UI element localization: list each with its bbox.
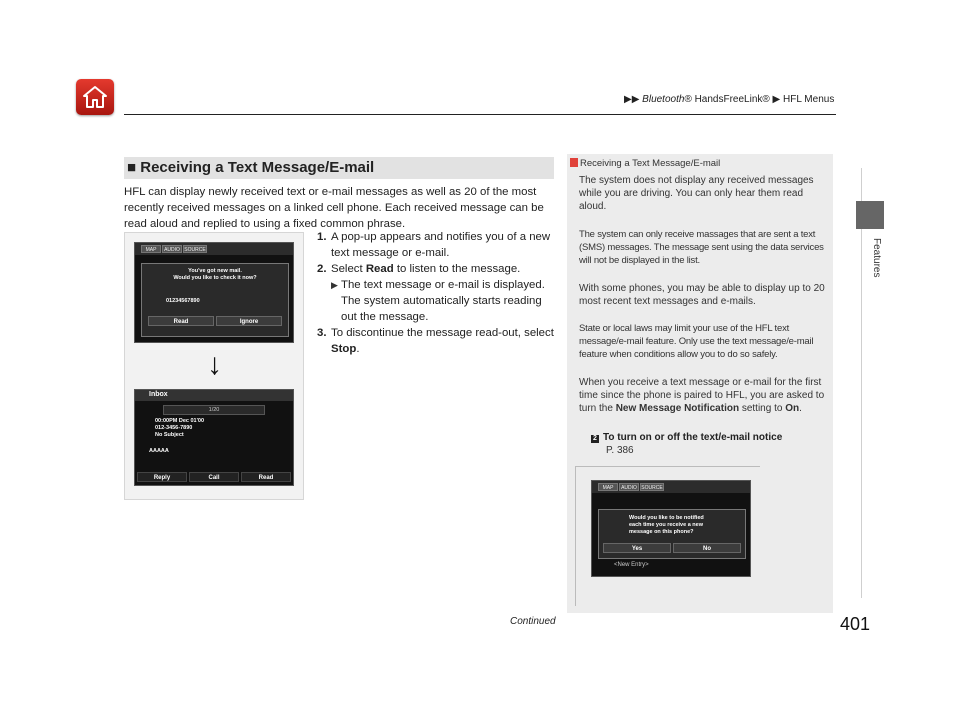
breadcrumb-arrows: ▶▶ <box>624 94 640 105</box>
step-2: 2. Select Read to listen to the message. <box>317 263 521 275</box>
notification-setting-screen <box>591 480 751 577</box>
info-paragraph-2: The system can only receive massages that are sent a text (SMS) messages. The message sent using the data services will not be displayed in the list. <box>579 229 824 266</box>
inbox-title-bar <box>135 390 293 401</box>
intro-paragraph: HFL can display newly received text or e-mail messages as well as 20 of the most recently received messages on a linked cell phone. Each received message can be read aloud and replied to using a fixed common phrase. <box>124 186 544 230</box>
step-2-result-2: The system automatically starts reading out the message. <box>341 295 542 323</box>
source-tab-3: SOURCE <box>641 485 663 491</box>
info-paragraph-4: State or local laws may limit your use of the HFL text message/e-mail feature. Only use the text message/e-mail feature when conditions allow you to do so safely. <box>579 323 814 360</box>
dialog-line2: each time you receive a new <box>629 522 703 528</box>
header-rule <box>124 114 836 115</box>
new-mail-dialog <box>141 263 289 337</box>
breadcrumb-bluetooth[interactable]: Bluetooth <box>642 94 685 105</box>
cross-reference-text[interactable]: To turn on or off the text/e-mail notice <box>603 432 783 443</box>
page-number: 401 <box>840 614 871 634</box>
continued-label: Continued <box>510 616 556 627</box>
map-tab-3: MAP <box>598 483 618 491</box>
cross-reference-icon: 2 <box>591 435 599 443</box>
step-2-result-1: ▶ The text message or e-mail is displayed. <box>331 279 545 291</box>
popup-line2: Would you like to check it now? <box>173 275 257 281</box>
down-arrow-icon: ↓ <box>207 348 222 381</box>
message-time: 00:00PM Dec 01'00 <box>155 418 205 424</box>
message-phone: 012-3456-7890 <box>155 425 193 431</box>
audio-tab: AUDIO <box>162 245 182 253</box>
section-title-bar <box>124 157 554 179</box>
new-mail-popup-screen <box>134 242 294 343</box>
screen3-top-bar <box>592 481 750 493</box>
dialog-line1: Would you like to be notified <box>629 515 704 521</box>
new-entry-row: <New Entry> <box>614 562 649 568</box>
yes-button: Yes <box>603 543 671 553</box>
info-paragraph-5: When you receive a text message or e-mail for the first time since the phone is paired to HFL, you are asked to turn the New Message Notification setting to On. <box>579 377 825 414</box>
step-3: 3. To discontinue the message read-out, select Stop. <box>317 327 554 355</box>
popup-read-button: Read <box>148 316 214 326</box>
screen1-top-bar <box>135 243 293 255</box>
result-arrow-icon: ▶ <box>331 280 338 290</box>
note-icon <box>570 158 578 167</box>
inbox-pager: 1/20 <box>163 405 265 415</box>
steps-list <box>317 229 557 357</box>
info-panel-title: Receiving a Text Message/E-mail <box>570 158 720 169</box>
figure-left-rule <box>575 466 576 606</box>
section-title: Receiving a Text Message/E-mail <box>140 159 375 176</box>
message-header <box>155 418 204 439</box>
notice-cross-reference[interactable] <box>591 431 837 444</box>
map-tab: MAP <box>141 245 161 253</box>
features-tab-marker[interactable] <box>856 201 884 229</box>
step-1: 1. A pop-up appears and notifies you of a new text message or e-mail. <box>317 231 551 259</box>
inbox-screen <box>134 389 294 486</box>
features-tab-label: Features <box>871 238 882 278</box>
no-button: No <box>673 543 741 553</box>
source-tab: SOURCE <box>184 247 206 253</box>
house-icon <box>82 84 108 110</box>
audio-tab-3: AUDIO <box>619 483 639 491</box>
cross-reference-page[interactable]: P. 386 <box>606 445 634 456</box>
popup-line1: You've got new mail. <box>188 268 242 274</box>
reply-button: Reply <box>137 472 187 482</box>
figure-top-rule <box>575 466 760 467</box>
message-body: AAAAA <box>149 448 169 454</box>
notification-dialog <box>598 509 746 559</box>
info-paragraph-1: The system does not display any received messages while you are driving. You can only hear them read aloud. <box>579 175 814 212</box>
section-marker-icon: ■ <box>127 159 137 176</box>
inbox-read-button: Read <box>241 472 291 482</box>
popup-ignore-button: Ignore <box>216 316 282 326</box>
info-paragraph-3: With some phones, you may be able to display up to 20 most recent text messages and e-mails. <box>579 283 825 307</box>
inbox-title: Inbox <box>149 391 168 398</box>
breadcrumb <box>624 94 834 105</box>
message-subject: No Subject <box>155 432 184 438</box>
call-button: Call <box>189 472 239 482</box>
dialog-line3: message on this phone? <box>629 529 694 535</box>
sidebar-divider <box>861 168 862 598</box>
breadcrumb-rest[interactable]: ® HandsFreeLink® ▶ HFL Menus <box>684 94 835 105</box>
popup-number: 01234567890 <box>166 298 200 304</box>
home-icon-button[interactable] <box>76 79 114 115</box>
